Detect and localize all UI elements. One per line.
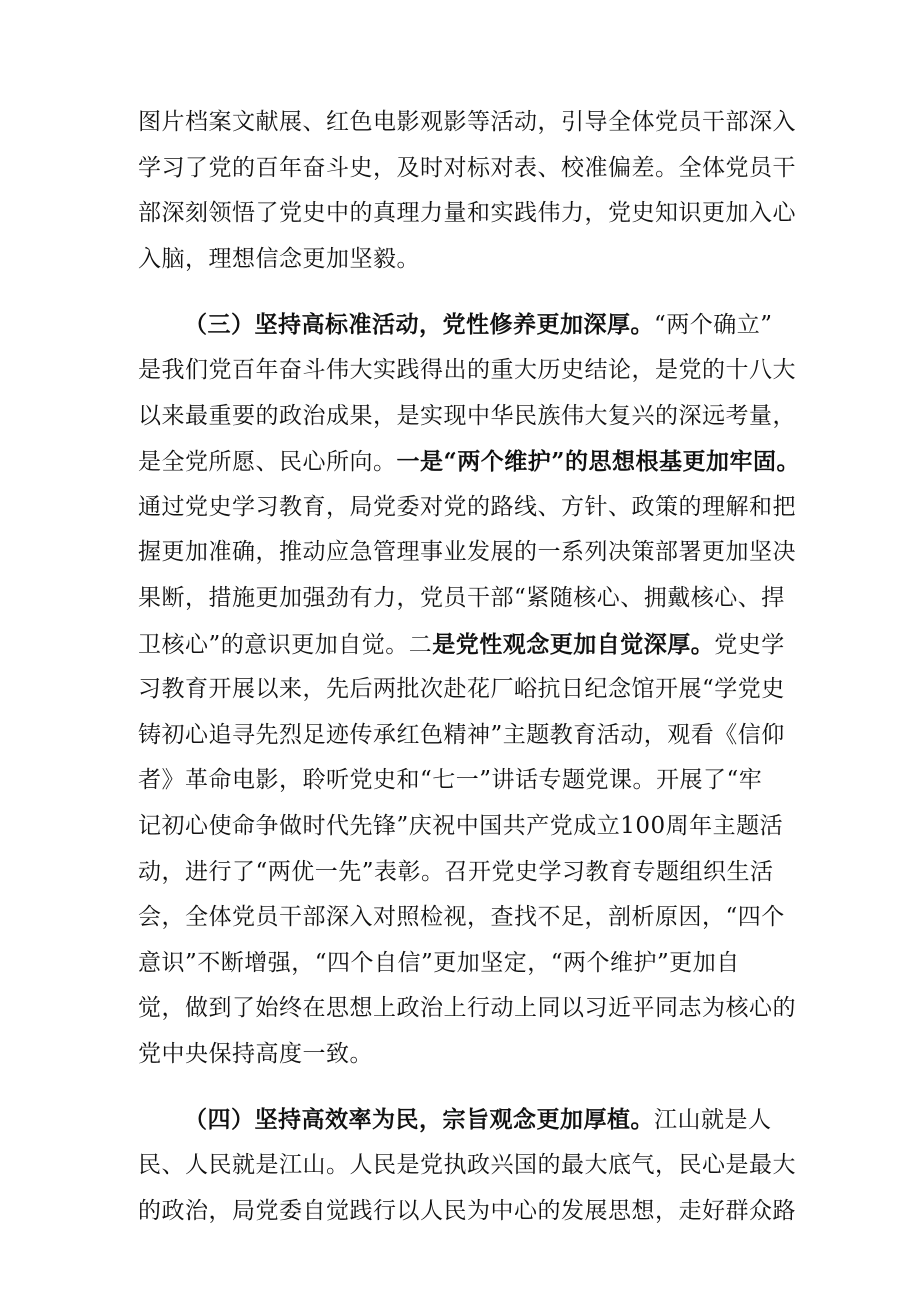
section-heading-line: （三）坚持高标准活动，党性修养更加深厚。“两个确立” <box>184 311 773 339</box>
text-line: 会，全体党员干部深入对照检视，查找不足，剖析原因，“四个 <box>138 904 785 931</box>
text-line: 卫核心”的意识更加自觉。二是党性观念更加自觉深厚。党史学 <box>138 630 785 658</box>
text-line: 以来最重要的政治成果，是实现中华民族伟大复兴的深远考量， <box>138 402 796 429</box>
text-line: 动，进行了“两优一先”表彰。召开党史学习教育专题组织生活 <box>138 858 774 885</box>
text-line: 党中央保持高度一致。 <box>138 1040 373 1067</box>
text-line: 铸初心追寻先烈足迹传承红色精神”主题教育活动，观看《信仰 <box>138 721 785 748</box>
document-body <box>138 100 800 1234</box>
text-line: 是我们党百年奋斗伟大实践得出的重大历史结论，是党的十八大 <box>138 356 796 383</box>
text-line: 入脑，理想信念更加坚毅。 <box>138 245 420 272</box>
text-line: 果断，措施更加强劲有力，党员干部“紧随核心、拥戴核心、捍 <box>138 584 785 611</box>
text-line: 的政治，局党委自觉践行以人民为中心的发展思想，走好群众路 <box>138 1197 796 1224</box>
text-line: 民、人民就是江山。人民是党执政兴国的最大底气，民心是最大 <box>138 1152 796 1179</box>
section-heading-4: （四）坚持高效率为民，宗旨观念更加厚植。 <box>184 1106 654 1134</box>
text-line: 学习了党的百年奋斗史，及时对标对表、校准偏差。全体党员干 <box>138 154 796 181</box>
text-line: 记初心使命争做时代先锋”庆祝中国共产党成立100周年主题活 <box>138 812 784 839</box>
paragraph-gap <box>138 1077 788 1097</box>
paragraph-gap <box>138 282 788 302</box>
text-line: 者》革命电影，聆听党史和“七一”讲话专题党课。开展了“牢 <box>138 767 763 794</box>
text-line: 是全党所愿、民心所向。一是“两个维护”的思想根基更加牢固。 <box>138 448 800 476</box>
point-heading-2: 是党性观念更加自觉深厚。 <box>432 630 715 658</box>
text-line: 通过党史学习教育，局党委对党的路线、方针、政策的理解和把 <box>138 493 796 520</box>
text-line: 部深刻领悟了党史中的真理力量和实践伟力，党史知识更加入心 <box>138 200 796 227</box>
text-line: 习教育开展以来，先后两批次赴花厂峪抗日纪念馆开展“学党史 <box>138 676 785 703</box>
section-heading-line: （四）坚持高效率为民，宗旨观念更加厚植。江山就是人 <box>184 1106 772 1134</box>
paragraph-2 <box>138 302 800 1077</box>
paragraph-3 <box>138 1097 796 1234</box>
point-heading-1: 一是“两个维护”的思想根基更加牢固。 <box>396 448 800 476</box>
section-heading-3: （三）坚持高标准活动，党性修养更加深厚。 <box>184 311 654 339</box>
text-line: 觉，做到了始终在思想上政治上行动上同以习近平同志为核心的 <box>138 995 796 1022</box>
text-line: 握更加准确，推动应急管理事业发展的一系列决策部署更加坚决 <box>138 539 796 566</box>
text-line: 意识”不断增强，“四个自信”更加坚定，“两个维护”更加自 <box>138 949 740 976</box>
paragraph-1 <box>138 100 796 282</box>
text-line: 图片档案文献展、红色电影观影等活动，引导全体党员干部深入 <box>138 109 796 135</box>
